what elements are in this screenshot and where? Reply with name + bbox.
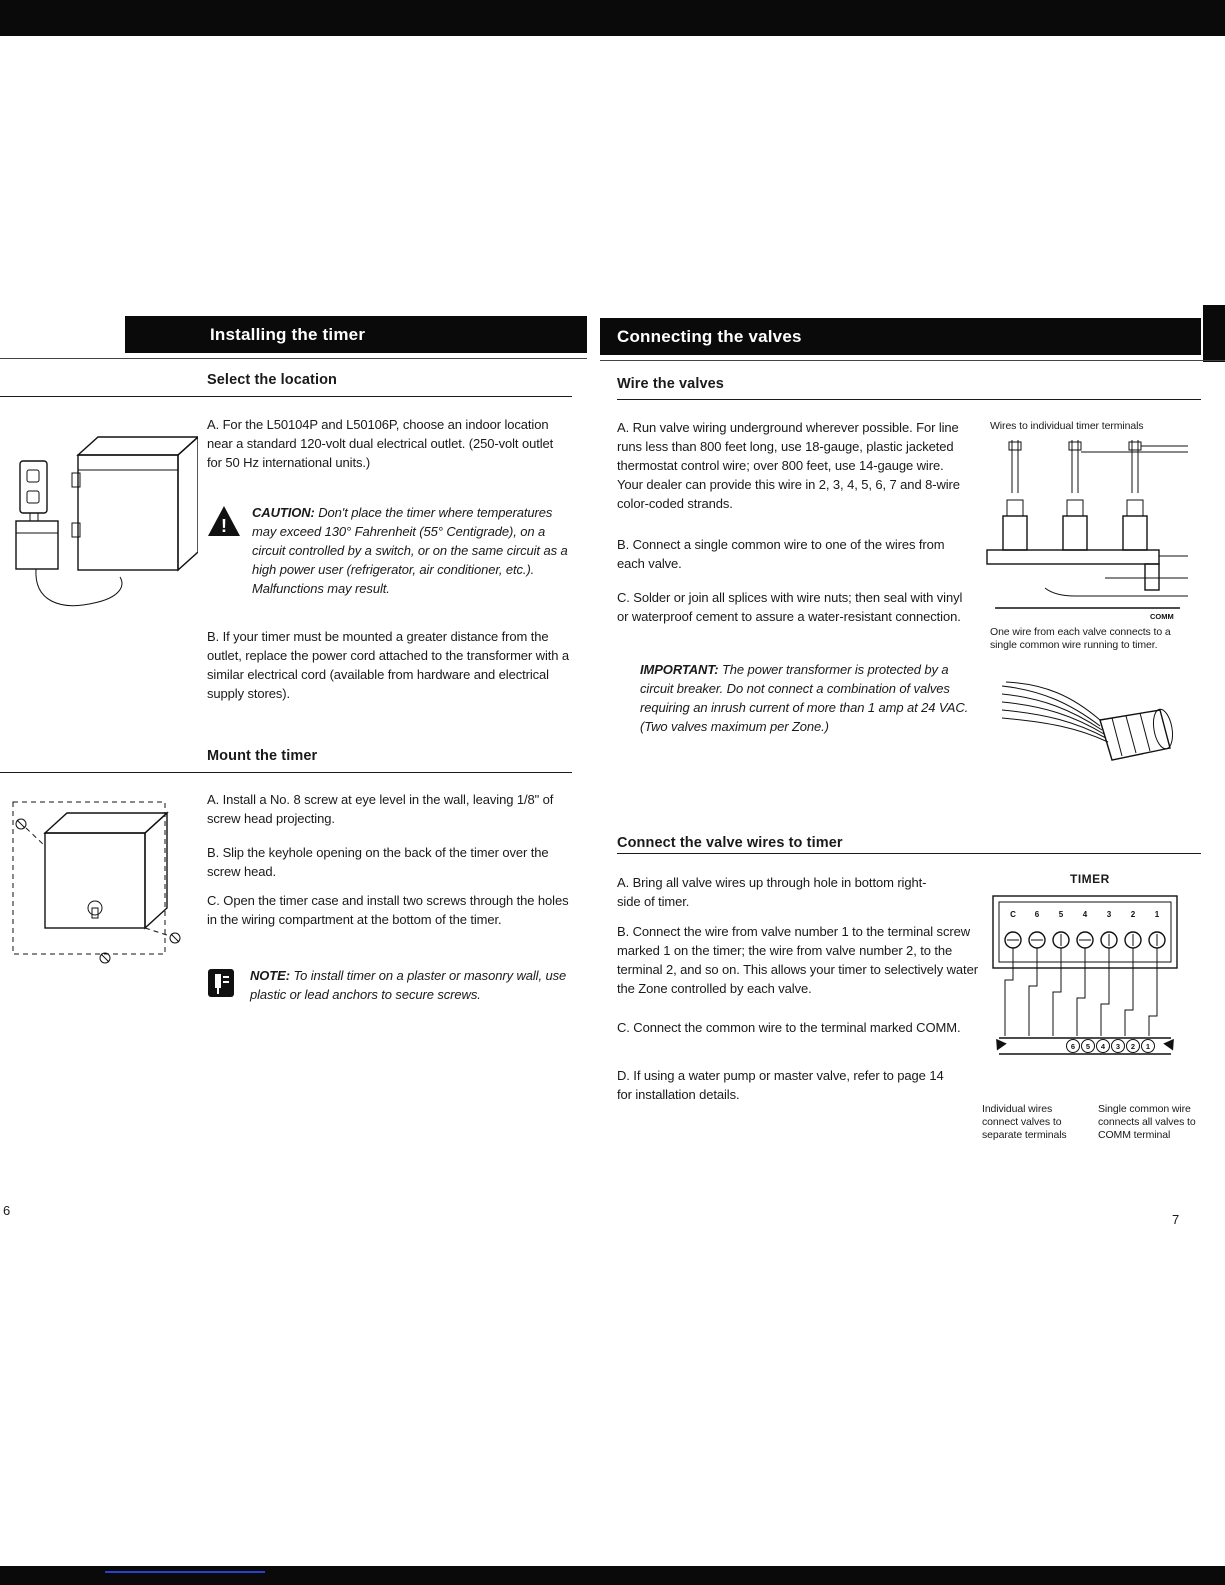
section-title-mount-timer: Mount the timer <box>207 748 318 764</box>
valves-wiring-illustration <box>985 438 1190 623</box>
mount-timer-para-b: B. Slip the keyhole opening on the back of the timer over the screw head. <box>207 845 549 879</box>
terminal-label: 4 <box>1082 910 1088 919</box>
bottom-black-bar <box>0 1566 1225 1585</box>
bottom-wire-number-row <box>1067 1040 1155 1053</box>
connect-wires-para-b: B. Connect the wire from valve number 1 to the terminal screw marked 1 on the timer; the wire from valve number 2, to the terminal 2, and so on. This allows your timer to selectively water the Zone controlled by each valve. <box>617 924 978 996</box>
bottom-wire-number: 2 <box>1130 1042 1136 1051</box>
timer-caption-right: Single common wire connects all valves to COMM terminal <box>1098 1103 1196 1141</box>
terminal-wires <box>1005 948 1157 1036</box>
bottom-wire-number: 6 <box>1070 1042 1076 1051</box>
terminal-screws <box>1005 932 1165 948</box>
mount-timer-para-c: C. Open the timer case and install two screws through the holes in the wiring compartment at the bottom of the timer. <box>207 893 569 927</box>
connect-wires-para-c: C. Connect the common wire to the terminal marked COMM. <box>617 1020 961 1035</box>
timer-caption-left: Individual wires connect valves to separate terminals <box>982 1103 1067 1141</box>
timer-figure-label: TIMER <box>1070 872 1110 886</box>
connect-wires-para-d: D. If using a water pump or master valve, refer to page 14 for installation details. <box>617 1068 944 1102</box>
mounting-box-illustration <box>5 788 200 973</box>
wire-nut-illustration <box>1000 668 1175 783</box>
note-label: NOTE: <box>250 968 290 983</box>
left-page-number: 6 <box>3 1203 11 1218</box>
select-location-rule <box>0 396 572 397</box>
right-header-rule <box>600 360 1225 361</box>
valves-figure-caption-bottom: One wire from each valve connects to a single common wire running to timer. <box>990 626 1171 651</box>
warning-triangle-icon <box>207 505 241 537</box>
mount-timer-para-a: A. Install a No. 8 screw at eye level in the wall, leaving 1/8" of screw head projecting. <box>207 792 554 826</box>
connect-wires-rule <box>617 853 1201 854</box>
bottom-wire-number: 4 <box>1100 1042 1106 1051</box>
select-location-para-b: B. If your timer must be mounted a greater distance from the outlet, replace the power cord attached to the transformer with a similar electrical cord (available from hardware and electrical supply stores). <box>207 629 570 701</box>
terminal-label: C <box>1010 910 1016 919</box>
important-label: IMPORTANT: <box>640 662 719 677</box>
terminal-label-row <box>1010 910 1160 919</box>
select-location-para-a: A. For the L50104P and L50106P, choose an indoor location near a standard 120-volt dual electrical outlet. (250-volt outlet for 50 Hz international units.) <box>207 417 554 470</box>
terminal-label: 1 <box>1154 910 1160 919</box>
right-edge-black-block <box>1203 305 1225 362</box>
right-page-title: Connecting the valves <box>617 327 802 346</box>
wire-valves-rule <box>617 399 1201 400</box>
wire-valves-para-a: A. Run valve wiring underground wherever possible. For line runs less than 800 feet long, use 18-gauge, plastic jacketed thermostat control wire; over 800 feet, use 14-gauge wire. Your dealer can provide this wire in 2, 3, 4, 5, 6, 7 and 8-wire color-coded strands. <box>617 420 960 511</box>
section-title-wire-valves: Wire the valves <box>617 376 724 392</box>
important-block: IMPORTANT: The power transformer is protected by a circuit breaker. Do not connect a combination of valves requiring an inrush current of more than 1 amp at 24 VAC. (Two valves maximum per Zone.) <box>640 660 975 736</box>
caution-text: CAUTION: Don't place the timer where temperatures may exceed 130° Fahrenheit (55° Centigrade), on a circuit controlled by a switch, or on the same circuit as a high power user (refrigerator, air conditioner, etc.). Malfunctions may result. <box>252 505 568 596</box>
valves-figure-caption-top: Wires to individual timer terminals <box>990 420 1144 432</box>
bottom-wire-number: 1 <box>1145 1042 1151 1051</box>
comm-label: COMM <box>1150 612 1174 621</box>
terminal-label: 3 <box>1106 910 1112 919</box>
mount-timer-rule <box>0 772 572 773</box>
bottom-accent-line <box>105 1571 265 1573</box>
important-note: (Two valves maximum per Zone.) <box>640 719 829 734</box>
right-page-header-bar <box>600 318 1201 355</box>
right-page-number: 7 <box>1172 1212 1180 1227</box>
terminal-label: 5 <box>1058 910 1064 919</box>
left-header-rule <box>0 358 587 359</box>
anchor-screw-icon <box>207 968 235 998</box>
connect-wires-para-a: A. Bring all valve wires up through hole in bottom right-side of timer. <box>617 875 927 909</box>
note-text: NOTE: To install timer on a plaster or masonry wall, use plastic or lead anchors to secure screws. <box>250 968 567 1002</box>
bottom-wire-number: 5 <box>1085 1042 1091 1051</box>
top-black-bar <box>0 0 1225 36</box>
warning-exclamation-glyph: ! <box>221 516 227 536</box>
transformer-outlet-illustration <box>8 415 198 630</box>
section-title-connect-wires: Connect the valve wires to timer <box>617 835 843 851</box>
section-title-select-location: Select the location <box>207 372 338 388</box>
wire-valves-para-b: B. Connect a single common wire to one of the wires from each valve. <box>617 537 945 571</box>
bottom-wire-number: 3 <box>1115 1042 1121 1051</box>
terminal-label: 6 <box>1034 910 1040 919</box>
caution-label: CAUTION: <box>252 505 315 520</box>
wire-valves-para-c: C. Solder or join all splices with wire nuts; then seal with vinyl or waterproof cement to assure a water-resistant connection. <box>617 590 963 624</box>
left-page-title: Installing the timer <box>210 325 366 344</box>
timer-terminals-illustration <box>985 890 1185 1075</box>
terminal-label: 2 <box>1130 910 1136 919</box>
left-page-header-bar <box>125 316 587 353</box>
valve-bodies <box>1003 500 1147 550</box>
note-block <box>207 966 572 1004</box>
caution-block <box>207 503 572 598</box>
